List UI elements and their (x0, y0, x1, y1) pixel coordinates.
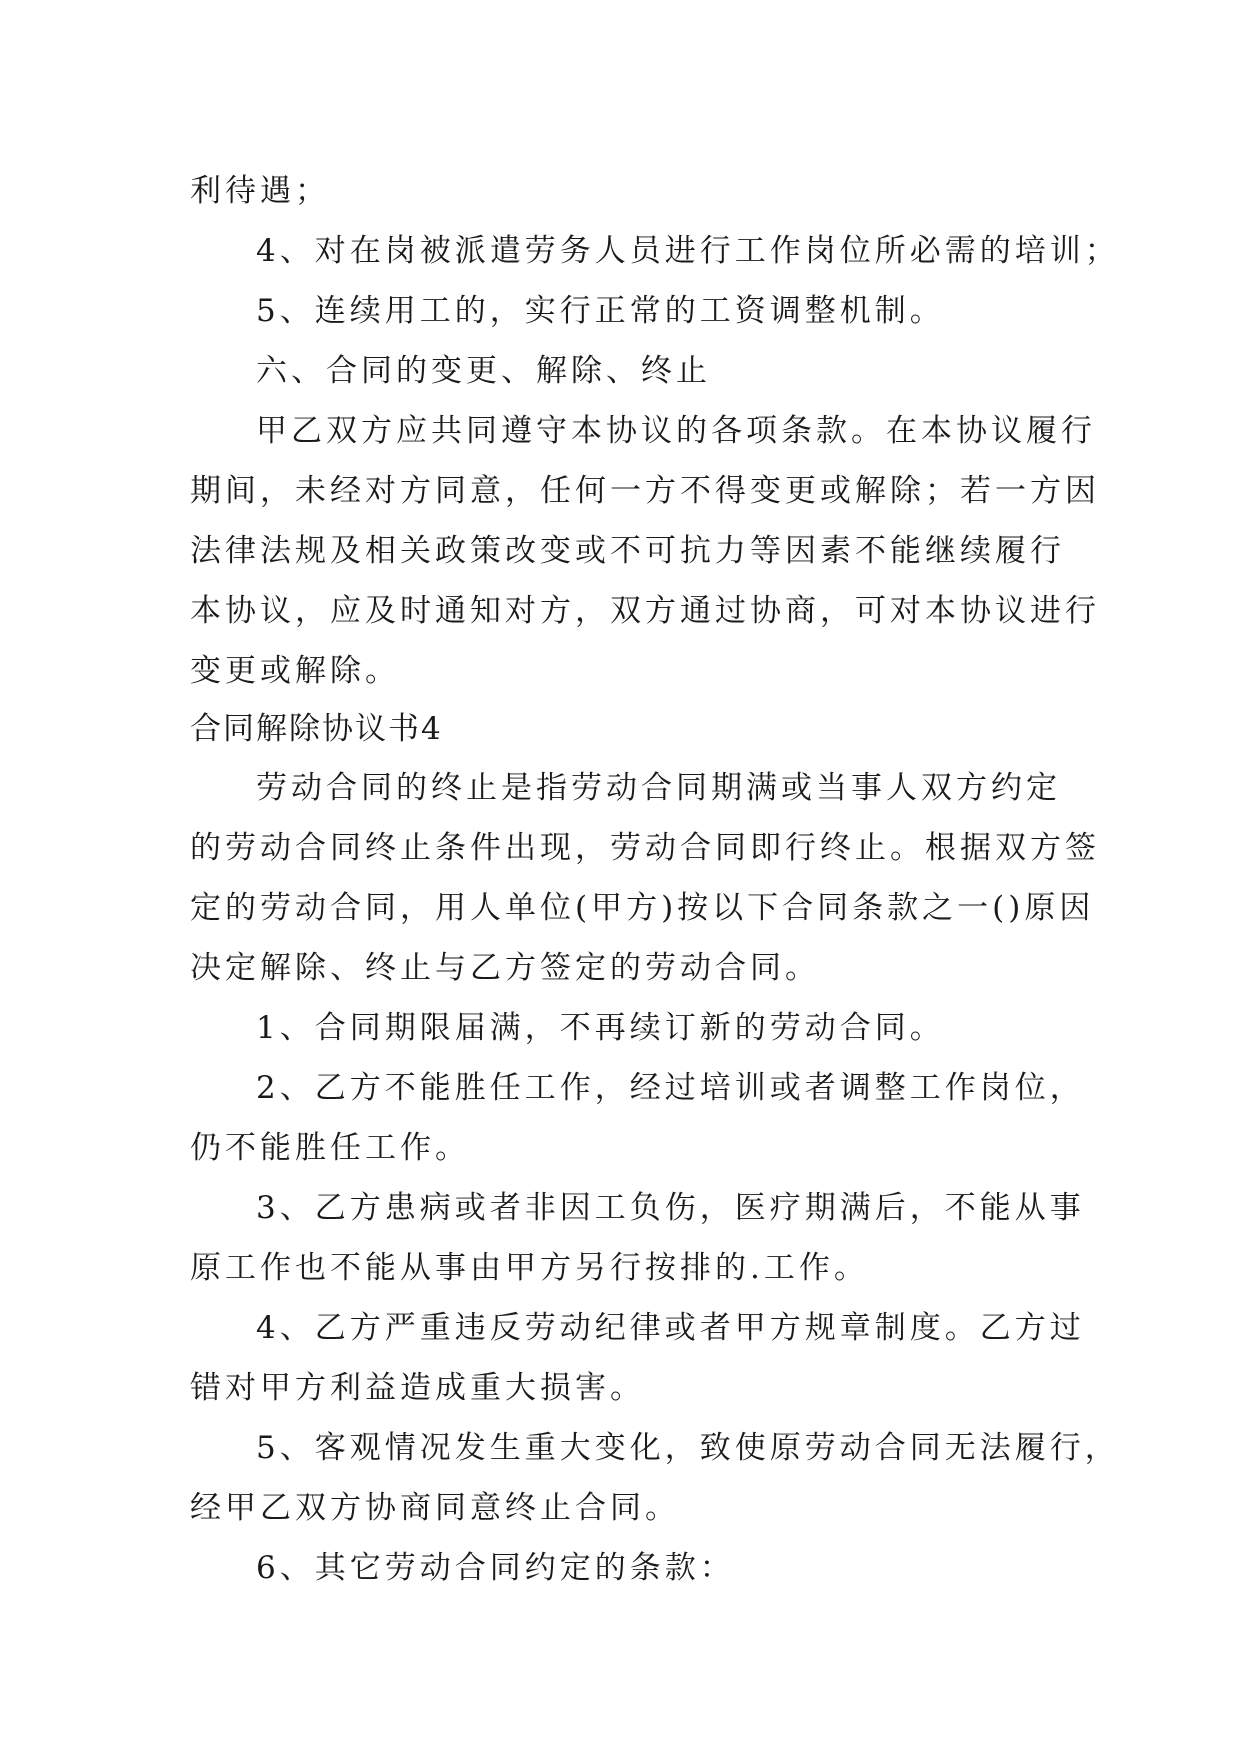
text-line: 变更或解除。 (190, 653, 400, 689)
text-line: 仍不能胜任工作。 (190, 1130, 470, 1166)
text-line: 错对甲方利益造成重大损害。 (190, 1370, 645, 1406)
text-line: 原工作也不能从事由甲方另行按排的.工作。 (190, 1250, 869, 1286)
list-item: 5、连续用工的，实行正常的工资调整机制。 (256, 293, 945, 329)
list-item: 6、其它劳动合同约定的条款： (256, 1550, 735, 1586)
text-line: 的劳动合同终止条件出现，劳动合同即行终止。根据双方签 (190, 830, 1100, 866)
text-line: 定的劳动合同，用人单位(甲方)按以下合同条款之一()原因 (190, 890, 1095, 926)
text-line: 甲乙双方应共同遵守本协议的各项条款。在本协议履行 (256, 413, 1096, 449)
list-item: 4、对在岗被派遣劳务人员进行工作岗位所必需的培训； (256, 233, 1120, 269)
text-line: 期间，未经对方同意，任何一方不得变更或解除；若一方因 (190, 473, 1100, 509)
text-line: 法律法规及相关政策改变或不可抗力等因素不能继续履行 (190, 533, 1065, 569)
list-item: 2、乙方不能胜任工作，经过培训或者调整工作岗位， (256, 1070, 1085, 1106)
document-title: 合同解除协议书4 (190, 711, 443, 747)
document-body (190, 161, 1120, 1598)
list-item: 4、乙方严重违反劳动纪律或者甲方规章制度。乙方过 (256, 1310, 1085, 1346)
text-line: 本协议，应及时通知对方，双方通过协商，可对本协议进行 (190, 593, 1100, 629)
list-item: 3、乙方患病或者非因工负伤，医疗期满后，不能从事 (256, 1190, 1085, 1226)
text-line: 利待遇； (190, 173, 330, 209)
text-line: 经甲乙双方协商同意终止合同。 (190, 1490, 680, 1526)
list-item: 5、客观情况发生重大变化，致使原劳动合同无法履行， (256, 1430, 1120, 1466)
text-line: 决定解除、终止与乙方签定的劳动合同。 (190, 950, 820, 986)
section-heading: 六、合同的变更、解除、终止 (256, 353, 711, 389)
text-line: 劳动合同的终止是指劳动合同期满或当事人双方约定 (256, 770, 1061, 806)
list-item: 1、合同期限届满，不再续订新的劳动合同。 (256, 1010, 945, 1046)
